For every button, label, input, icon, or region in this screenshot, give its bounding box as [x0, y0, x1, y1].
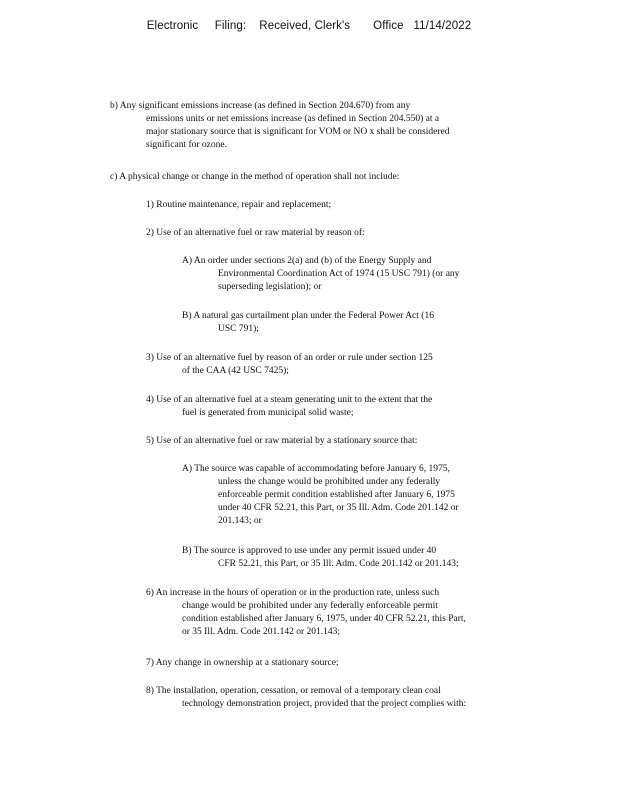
- text-line: B) A natural gas curtailment plan under the Federal Power Act (16: [182, 311, 434, 321]
- list-item-c5: [146, 435, 417, 448]
- list-item-c5a: [182, 463, 459, 528]
- list-item-c6: [146, 587, 466, 639]
- text-line: enforceable permit condition established after January 6, 1975: [218, 490, 455, 500]
- text-line: significant for ozone.: [146, 140, 227, 150]
- text-line: 8) The installation, operation, cessation, or removal of a temporary clean coal: [146, 686, 441, 696]
- text-line: condition established after January 6, 1975, under 40 CFR 52.21, this Part,: [182, 614, 466, 624]
- text-line: A) The source was capable of accommodating before January 6, 1975,: [182, 464, 450, 474]
- text-line: 1) Routine maintenance, repair and replacement;: [146, 200, 332, 210]
- text-line: emissions units or net emissions increase (as defined in Section 204.550) at a: [146, 114, 440, 124]
- paragraph-c: [110, 171, 399, 184]
- text-line: 4) Use of an alternative fuel at a steam generating unit to the extent that the: [146, 395, 433, 405]
- list-item-c2: [146, 227, 365, 240]
- text-line: b) Any significant emissions increase (as defined in Section 204.670) from any: [110, 101, 411, 111]
- text-line: or 35 Ill. Adm. Code 201.142 or 201.143;: [182, 627, 341, 637]
- text-line: 6) An increase in the hours of operation or in the production rate, unless such: [146, 588, 440, 598]
- list-item-c4: [146, 394, 432, 420]
- text-line: change would be prohibited under any federally enforceable permit: [182, 601, 438, 611]
- list-item-c2a: [182, 255, 459, 294]
- text-line: Environmental Coordination Act of 1974 (15 USC 791) (or any: [218, 269, 460, 279]
- list-item-c2b: [182, 310, 434, 336]
- text-line: c) A physical change or change in the method of operation shall not include:: [110, 172, 400, 182]
- text-line: A) An order under sections 2(a) and (b) of the Energy Supply and: [182, 256, 432, 266]
- text-line: major stationary source that is significant for VOM or NO x shall be considered: [146, 127, 450, 137]
- text-line: superseding legislation); or: [218, 282, 322, 292]
- text-line: under 40 CFR 52.21, this Part, or 35 Ill. Adm. Code 201.142 or: [218, 503, 459, 513]
- text-line: technology demonstration project, provided that the project complies with:: [182, 699, 467, 709]
- text-line: B) The source is approved to use under any permit issued under 40: [182, 546, 437, 556]
- text-line: USC 791);: [218, 324, 259, 334]
- list-item-c8: [146, 685, 466, 711]
- paragraph-b: [110, 100, 450, 152]
- text-line: 7) Any change in ownership at a stationary source;: [146, 658, 339, 668]
- text-line: unless the change would be prohibited under any federally: [218, 477, 441, 487]
- list-item-c3: [146, 352, 433, 378]
- text-line: of the CAA (42 USC 7425);: [182, 366, 289, 376]
- list-item-c1: [146, 199, 331, 212]
- text-line: 201.143; or: [218, 516, 262, 526]
- electronic-filing-header: Electronic Filing: Received, Clerk's Office 11/14/2022: [146, 20, 472, 32]
- list-item-c7: [146, 657, 339, 670]
- text-line: 3) Use of an alternative fuel by reason of an order or rule under section 125: [146, 353, 433, 363]
- list-item-c5b: [182, 545, 459, 571]
- text-line: 2) Use of an alternative fuel or raw material by reason of:: [146, 228, 365, 238]
- text-line: CFR 52.21, this Part, or 35 Ill. Adm. Code 201.142 or 201.143;: [218, 559, 459, 569]
- text-line: fuel is generated from municipal solid waste;: [182, 408, 354, 418]
- text-line: 5) Use of an alternative fuel or raw material by a stationary source that:: [146, 436, 418, 446]
